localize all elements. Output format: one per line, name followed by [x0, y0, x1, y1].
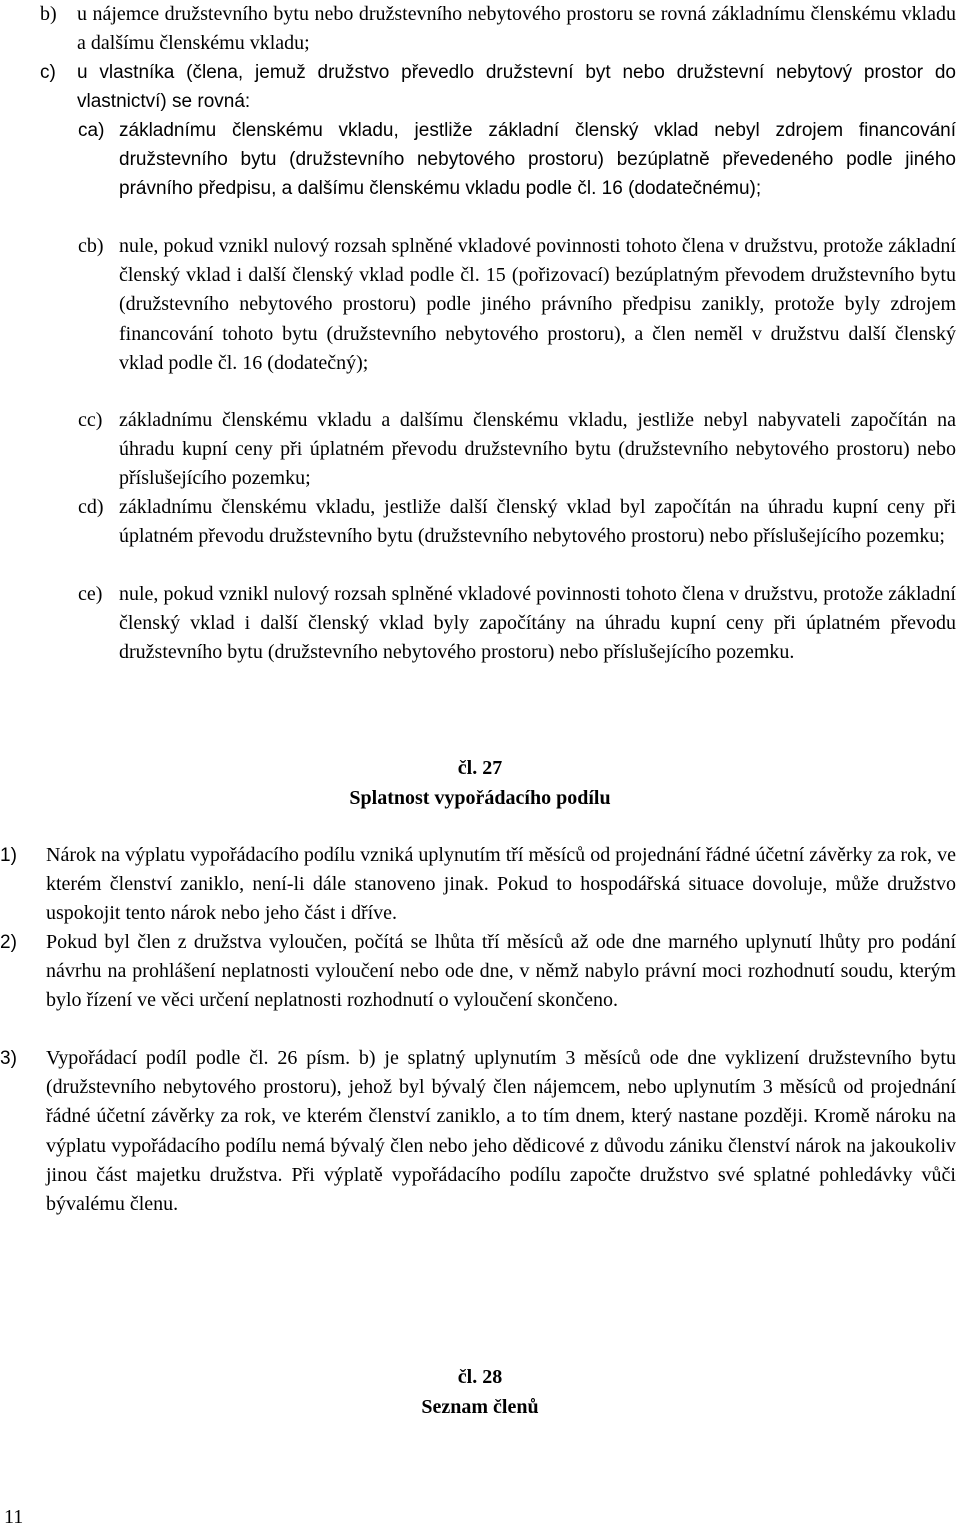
- page-number: 11: [4, 1506, 24, 1528]
- clause-label: cc): [78, 409, 103, 431]
- clause-ca: [78, 116, 956, 204]
- article-27-item-2: [0, 928, 956, 1016]
- item-text: Nárok na výplatu vypořádacího podílu vzniká uplynutím tří měsíců od projednání řádné účetní závěrky za rok, ve kterém členství zaniklo, není-li dále stanoveno jinak. Pokud to hospodářská situace dovoluje, může družstvo uspokojit tento nárok nebo jeho část i dříve.: [46, 844, 956, 925]
- item-number: 2): [0, 932, 17, 953]
- item-number: 3): [0, 1048, 17, 1069]
- clause-cd: [78, 493, 956, 551]
- clause-text: u nájemce družstevního bytu nebo družstevního nebytového prostoru se rovná základnímu členskému vkladu a dalšímu členskému vkladu;: [77, 3, 956, 55]
- clause-cb: [78, 232, 956, 378]
- clause-text: základnímu členskému vkladu a dalšímu členskému vkladu, jestliže nebyl nabyvateli započítán na úhradu kupní ceny při úplatném převodu družstevního bytu (družstevního nebytového prostoru) nebo příslušejícího pozemku;: [119, 409, 956, 490]
- clause-cc: [78, 406, 956, 494]
- clause-text: nule, pokud vznikl nulový rozsah splněné vkladové povinnosti tohoto člena v družstvu, protože základní členský vklad i další členský vklad byly započítány na úhradu kupní ceny při úplatném převodu družstevního bytu (družstevního nebytového prostoru) nebo příslušejícího pozemku.: [119, 583, 956, 664]
- clause-label: ca): [78, 120, 105, 141]
- article-27-title: Splatnost vypořádacího podílu: [349, 787, 611, 809]
- item-number: 1): [0, 845, 17, 866]
- clause-b: [40, 0, 956, 58]
- article-27-item-3: [0, 1044, 956, 1219]
- clause-label: b): [40, 3, 57, 25]
- clause-text: základnímu členskému vkladu, jestliže další členský vklad byl započítán na úhradu kupní ceny při úplatném převodu družstevního bytu (družstevního nebytového prostoru) nebo příslušejícího pozemku;: [119, 496, 956, 548]
- article-27-item-1: [0, 841, 956, 929]
- clause-c: [40, 58, 956, 116]
- item-text: Vypořádací podíl podle čl. 26 písm. b) je splatný uplynutím 3 měsíců ode dne vyklizení družstevního bytu (družstevního nebytového prostoru), jehož byl bývalý člen nájemcem, nebo uplynutím 3 měsíců od projednání řádné účetní závěrky za rok, ve kterém členství zaniklo, a to tím dnem, který nastane později. Kromě nároku na výplatu vypořádacího podílu nemá bývalý člen nebo jeho dědicové z důvodu zániku členství nárok na jakoukoliv jinou část majetku družstva. Při výplatě vypořádacího podílu započte družstvo své splatné pohledávky vůči bývalému členu.: [46, 1047, 956, 1216]
- item-text: Pokud byl člen z družstva vyloučen, počítá se lhůta tří měsíců až ode dne marného uplynutí lhůty pro podání návrhu na prohlášení neplatnosti vyloučení nebo ode dne, v němž nabylo právní moci rozhodnutí soudu, kterým bylo řízení ve věci určení neplatnosti rozhodnutí o vyloučení skončeno.: [46, 931, 956, 1012]
- clause-label: cd): [78, 496, 104, 518]
- clause-label: ce): [78, 583, 103, 605]
- article-27-number: čl. 27: [457, 757, 503, 779]
- article-28-number: čl. 28: [457, 1366, 503, 1388]
- clause-text: u vlastníka (člena, jemuž družstvo převedlo družstevní byt nebo družstevní nebytový prostor do vlastnictví) se rovná:: [77, 62, 956, 113]
- clause-text: nule, pokud vznikl nulový rozsah splněné vkladové povinnosti tohoto člena v družstvu, protože základní členský vklad i další členský vklad podle čl. 15 (pořizovací) bezúplatným převodem družstevního bytu (družstevního nebytového prostoru) podle jiného právního předpisu zanikly, protože byly zdrojem financování tohoto bytu (družstevního nebytového prostoru), a člen neměl v družstvu další členský vklad podle čl. 16 (dodatečný);: [119, 235, 956, 374]
- article-28-title: Seznam členů: [421, 1396, 539, 1418]
- clause-label: cb): [78, 235, 104, 257]
- clause-label: c): [40, 62, 56, 83]
- clause-text: základnímu členskému vkladu, jestliže základní členský vklad nebyl zdrojem financování družstevního bytu (družstevního nebytového prostoru) bezúplatně převedeného podle jiného právního předpisu, a dalšímu členskému vkladu podle čl. 16 (dodatečnému);: [119, 120, 956, 200]
- clause-ce: [78, 580, 956, 668]
